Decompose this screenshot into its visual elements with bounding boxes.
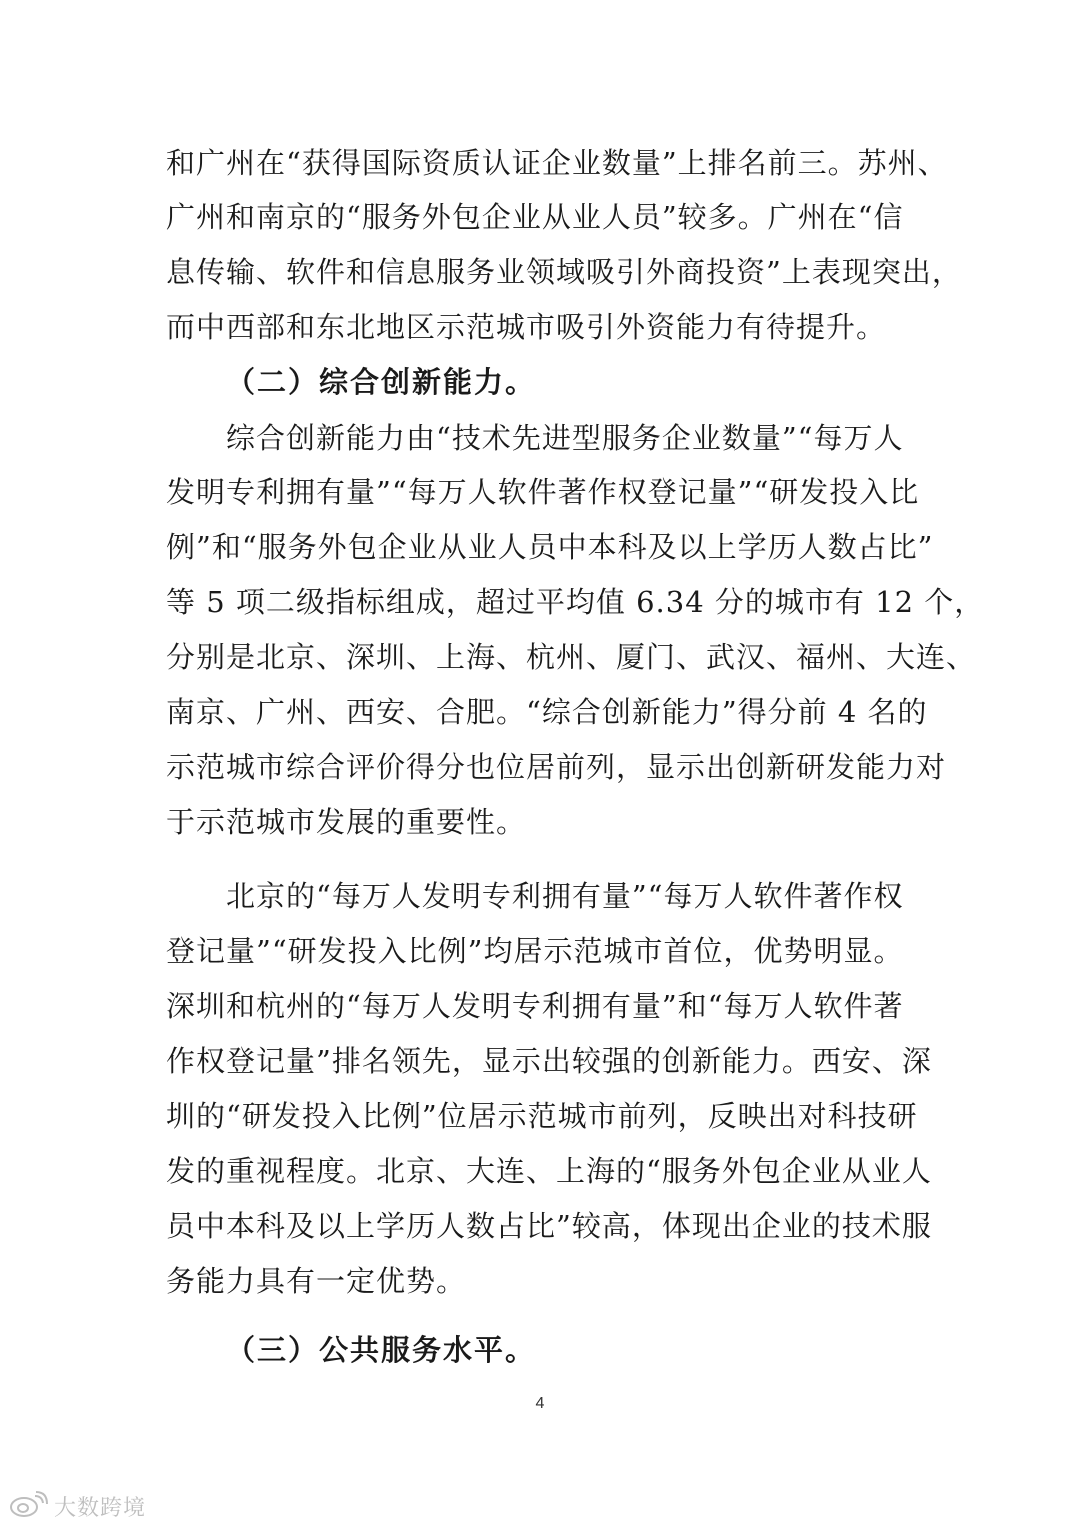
paragraph-3-line-1: 北京的“每万人发明专利拥有量”“每万人软件著作权 [226, 879, 904, 913]
paragraph-3-line-3: 深圳和杭州的“每万人发明专利拥有量”和“每万人软件著 [166, 989, 904, 1023]
paragraph-1-line-1: 和广州在“获得国际资质认证企业数量”上排名前三。苏州、 [166, 146, 948, 180]
section-heading-2: （二）综合创新能力。 [226, 365, 537, 399]
paragraph-2-line-1: 综合创新能力由“技术先进型服务企业数量”“每万人 [226, 421, 904, 455]
paragraph-2-line-6: 南京、广州、西安、合肥。“综合创新能力”得分前 4 名的 [166, 695, 928, 729]
watermark-text: 大数跨境 [54, 1495, 147, 1521]
watermark [8, 1490, 146, 1522]
paragraph-1-line-4: 而中西部和东北地区示范城市吸引外资能力有待提升。 [166, 310, 887, 344]
paragraph-3-line-4: 作权登记量”排名领先，显示出较强的创新能力。西安、深 [166, 1044, 932, 1078]
paragraph-3-line-7: 员中本科及以上学历人数占比”较高，体现出企业的技术服 [166, 1209, 932, 1243]
paragraph-2-line-3: 例”和“服务外包企业从业人员中本科及以上学历人数占比” [166, 530, 934, 564]
paragraph-2-line-5: 分别是北京、深圳、上海、杭州、厦门、武汉、福州、大连、 [166, 640, 977, 674]
paragraph-2-line-4: 等 5 项二级指标组成，超过平均值 6.34 分的城市有 12 个， [166, 585, 985, 619]
paragraph-2-line-8: 于示范城市发展的重要性。 [166, 805, 527, 839]
paragraph-3-line-5: 圳的“研发投入比例”位居示范城市前列，反映出对科技研 [166, 1099, 918, 1133]
page-number: 4 [535, 1395, 545, 1412]
paragraph-3-line-8: 务能力具有一定优势。 [166, 1264, 467, 1298]
paragraph-2-line-7: 示范城市综合评价得分也位居前列，显示出创新研发能力对 [166, 750, 947, 784]
section-heading-3: （三）公共服务水平。 [226, 1333, 537, 1367]
paragraph-2-line-2: 发明专利拥有量”“每万人软件著作权登记量”“研发投入比 [166, 475, 920, 509]
paragraph-3-line-2: 登记量”“研发投入比例”均居示范城市首位，优势明显。 [166, 934, 904, 968]
weibo-logo-icon [8, 1490, 48, 1522]
paragraph-3-line-6: 发的重视程度。北京、大连、上海的“服务外包企业从业人 [166, 1154, 932, 1188]
paragraph-1-line-3: 息传输、软件和信息服务业领域吸引外商投资”上表现突出， [166, 255, 962, 289]
paragraph-1-line-2: 广州和南京的“服务外包企业从业人员”较多。广州在“信 [166, 200, 904, 234]
